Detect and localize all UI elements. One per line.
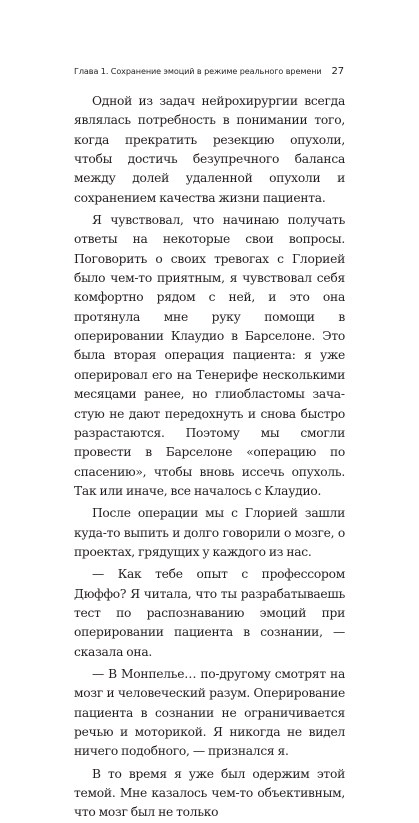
- body-text: [74, 92, 345, 823]
- paragraph-5: — В Монпелье… по-другому смотрят на мозг и человеческий разум. Оперирование пациента в сознании не ограничивается речью и моторикой. Я никогда не видел ничего подобного, — признался я.: [74, 666, 345, 759]
- paragraph-2: Я чувствовал, что начинаю получать ответы на некоторые свои вопросы. Поговорить о своих тревогах с Глорией было чем-то приятным, я чувствовал себя комфортно рядом с ней, и это она протянула мне руку помощи в оперировании Клаудио в Барселоне. Это была вторая операция пациента: я уже оперировал его на Тенерифе несколькими месяцами ранее, но глиобластомы зачастую не дают передохнуть и снова быстро разрастаются. Поэтому мы смогли провести в Барселоне «операцию по спасению», чтобы вновь иссечь опухоль. Так или иначе, все началось с Клаудио.: [74, 213, 345, 498]
- page-number: 27: [331, 66, 344, 77]
- paragraph-4: — Как тебе опыт с профессором Дюффо? Я читала, что ты разрабатываешь тест по распознаванию эмоций при оперировании пациента в сознании, — сказала она.: [74, 567, 345, 659]
- paragraph-6: В то время я уже был одержим этой темой. Мне казалось чем-то объективным, что мозг был не только: [74, 766, 345, 820]
- chapter-title: Глава 1. Сохранение эмоций в режиме реального времени: [74, 66, 322, 76]
- running-head: [74, 66, 344, 80]
- paragraph-1: Одной из задач нейрохирургии всегда являлась потребность в понимании того, когда прекратить резекцию опухоли, чтобы достичь безупречного баланса между долей удаленной опухоли и сохранением качества жизни пациента.: [74, 94, 345, 205]
- paragraph-3: После операции мы с Глорией зашли куда-то выпить и долго говорили о мозге, о проектах, грядущих у каждого из нас.: [74, 506, 345, 559]
